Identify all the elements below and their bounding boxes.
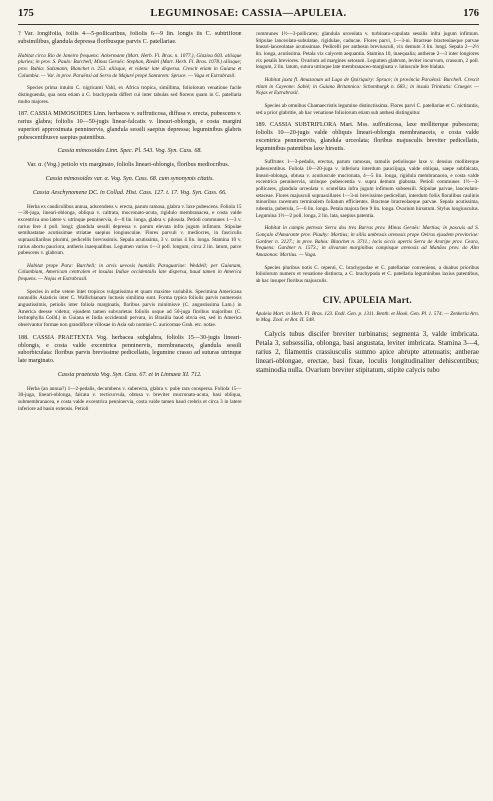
habitat-paragraph: Habitat juxta fl. Amazonum ad Lago de Quiriquiry: Spruce; in provincia Paraënsi: Burchell. Crescit etiam in Cayenne: Sabié; in Guiana Britannica: Schomburgk n. 683.; in insula Trinitatis: Crueger. — Nojas et Extrabrasil. [255,76,479,97]
synonym-line: Cassia Aeschynomene DC. in Collad. Hist. Cass. 127. t. 17. Vog. Syn. Cass. 66. [32,189,227,196]
remark-paragraph: Species ab omnibus Chamaecristis legumine distinctissima. Flores parvi C. patellariae et C. nictitantis, sed a prior glabritie, ab hac venatione foliolorum etiam sub anthesi distinguitur. [255,102,479,116]
left-column [18,31,242,801]
text-columns [18,31,479,801]
remark-paragraph: Species pluribus notis C. repenti, C. brachypodae et C. patellariae conveniens, a duabus prioribus foliolorum numero et venatione distincta, a C. brachypoda et C. patellaria leguminibus laxius patentibus, ab hac insuper floribus majusculis. [255,264,479,284]
description-continued: communes 1½—3-pollicares; glandula urceolata v. turbinato-cupulata sessilis infra jugum infimum. Stipulae lanceolato-subulatae, rigidulae, caducae. Flores parvi, 1—3-ni. Bracteae bracteolaeque parvae lineari-lanceolatae acutissimae. Pedicelli per anthesin breviusculi, vix demum 3 lin. longi. Sepala 2—2½ lin. longa, acutissima. Petala vix calycem aequantia. Stamina 10, inaequalia; antherae 2—3 inter longiores vix petalis breviores. Ovarium ad margines setosum. Legumen glabrum, leviter incurvum, crassum, 2 poll. longum, 2 lin. latum, sutura utrinque late membranaceo-marginata v. latiuscule fere bialata. [255,31,479,71]
species-187-paragraph: 187. CASSIA MIMOSOIDES Linn. herbacea v. suffruticosa, diffusa v. erecta, pubescens v. rarius glabra; foliolis 10—50-jugis linear-falcatis v. lineari-oblongis, e costa margini superiori approximata penninervis, glandula sessili saepius depressa; leguminibus glabris pubescentibusve saepius patentibus. [18,111,242,141]
remark-paragraph: Species prima intuitu C. nigricanti Vahl, ex Africa tropica, simillima, foliolorum venatione facile distinguenda, qua nota etiam a C. brachypoda differt cui inter tabulas sed florens quam in C. patellaria multo majores. [18,85,242,105]
description-paragraph: Herba (an annua?) 1—2-pedalis, decumbens v. suberecta, glabra v. pube rara conspersa. Foliola 15—30-juga, lineari-oblonga, falcata v. recticurvula, obtusa v. breviter mucronato-acuta, basi obliqua, submembranacea, e costa valde excentrica penninervia, costa valde tamen haud crebris et circa 3 in latere inferiore ad basin extensis. Petioli [18,385,242,412]
running-title: LEGUMINOSAE: CASSIA—APULEIA. [150,8,347,19]
synonym-line: Cassia mimosoides Linn. Spec. Pl. 543. Vog. Syn. Cass. 68. [57,148,202,155]
species-188-paragraph: 188. CASSIA PRAETEXTA Vog. herbacea subglabra, foliolis 15—30-jugis lineari-oblongis, e costa valde excentrica penninervis, membranaceis, glandula sessili suborbiculata: floribus parvis brevissime pedicellatis, legumine crasso ad suturas utrinque late marginato. [18,334,242,365]
genus-synonym-paragraph: Apuleia Mart. in Herb. Fl. Bras. 123. Endl. Gen. p. 1311. Benth. et Hook. Gen. Pl. 1. 574. — Zenkeria Arn. in Mag. Zool. et Bot. II. 548. [255,310,479,324]
right-column [256,31,480,801]
page-number-right: 176 [463,8,479,19]
description-paragraph: Herba ex caudiculibus annua, adscendens v. erecta, parum ramosa, glabra v. laxe pubescens. Foliola 15—30-juga, lineari-oblonga, obliqua v. caltrata, mucronato-acuta, rigidulo membranacea, e costa valde excentrica uno latere v. utrinque penninervia, 4—8 lin. longa, glabra v. pilosula. Petioli communes 1—3 v. rarius fere 4 poll. longi; glandula sessili depressa v. parum elevata infra jugum infimum. Stipulae semihastatae acutissimae striatae saepius longiusculae. Flores parvuli v. mediocres, in fasciculis supraaxillaribus plurimi, pedicellis brevissimis. Sepala acutissima, 3 v. rarius 4 lin. longa. Stamina 10 v. rarius abortu pauciora, antheris inaequalibus. Legumen varius 1—3 poll. longum, circa 2 lin. latum, parce pubescens v. glabrum. [18,203,242,257]
remark-paragraph: Species in orbe vetere inter tropicos vulgatissima et quam maxime variabilis. Specimina Americana nonnullis Asiaticis inter C. Wallichianam luctusis similima sunt. Forma typica foliolis parvis numerosis angustissimis, petiolis inter foliola marginatis, floribus parvis minimisve (C. angustissima Lam.) in America deesse videtur, ejusdem tamen subvarietas foliolis usque ad 50-juga floribus majoribus (C. lechtophylla Colld.) in Guiana et India occidentali pervara, in Brasilia haud obvia est, sed in America observantur formae non grandifloræ villosae in Asia sub nomine C. auricomae Grah. etc. notae. [18,288,242,329]
habitat-paragraph: Habitat circa Rio de Janeiro frequens: Ackermann (Mart. Herb. Fl. Bras. n. 1077.), Glaziou 603. aliisque pluries; in prov. S. Paulo: Burchell; Minas Geraës: Stephan, Riedel (Mart. Herb. Fl. Bras. 1078.) aliisque; prov. Bahia: Salzmann, Blanchet n. 253. aliisque, et videtur late dispersa. Crescit etiam in Guiana et Columbia. — Var. in prov. Paraënsi ad Serra de Majuré propè Santarem: Spruce. — Vaga et Extrabrasil. [18,52,242,79]
variety-paragraph: ? Var. longifolia, foliis 4—5-pollicaribus, foliolis 6—9 lin. longis iis C. subtrifloræ subsimilibus, glandula depressa floribusque parvis C. patellariae. [18,31,242,45]
page-number-left: 175 [18,8,34,19]
description-paragraph: Suffrutex 1—3-pedalis, erectus, parum ramosus, ramulis petiolisque laxe v. densius molliterque pubescentibus. Foliola 10—20-juga v. inferiora interdum pauciijuga, valde obliqua, saepe subfalcata, lineari-oblonga, obtusa v. acutiuscule mucronata, 4—5 lin. longa, rigidula membranacea, e costa valde excentrica penninervia, utrinque pubescentia v. supra demum glabrata. Petioli communes 1½—3-pollicares, glandula urceolata v. scutellata infra jugum infimum subsessili. Stipulae parvae, lanceolato-setaceae. Flores majusculi supraaxillares 1—3-ni brevissime pedicellati, interdum foliis floralibus caulinis minoribus racemum terminalem foliatum efficientes. Bracteae bracteolaeque parvae. Sepala acutissima, rubentia, puberula, 5—6 lin. longa. Petala majora fere 9 lin. longa. Ovarium hirsutum. Stylus longiusculus. Legumina 1½—2 poll. longa, 2 lin. lata, saepius patentia. [255,159,479,219]
habitat-paragraph: Habitat in campis petrosis Serra dos tres Barras prov. Minas Geraës: Martius; in pascuis ad S. Gonçalo d'Amarante prov. Piauhy: Martius; in siliis umbrosis arenosis prope Oeiras ejusdem provinciae: Gardner n. 2127.; in prov. Bahia: Blanchet n. 3711.; locis siccis apertis Serra de Araripe prov. Ceara, frequens: Gardner n. 1573.; in silvarum marginibus campisque arenosis ad Manãos prov. do Alto Amazonas: Martius. — Vaga. [255,225,479,258]
species-189-paragraph: 189. CASSIA SUBTRIFLORA Mart. Mss. suffruticosa, laxe molliterque pubescens; foliolis 10—20-jugis valde obliquis lineari-oblongis membranaceis, e costa valde excentrica penninerviis, glandula urceolata; floribus majusculis breviter pedicellatis, leguminibus patentibus laxe hirsutis. [255,122,479,152]
habitat-paragraph: Habitat prope Para: Burchell; in arvis uevosis humidis Paraguariae: Weddell; per Guianam, Columbiam, Americam centralem et insulas Indiae occidentalis late dispersa, haud tamen in America frequens. — Nojas et Extrabrasil. [18,262,242,283]
genus-description-paragraph: Calycis tubus discifer breviter turbinatus; segmenta 3, valde imbricata. Petala 3, subsessilia, oblonga, basi angustata, leviter imbricata. Stamina 3—4, rarius 2, filamentis crassiusculis summo apice abrupte attenuatis; antherae lineari-oblongae, erectae, basi fixae, loculis longitudinaliter dehiscentibus; staminodia nulla. Ovarium breviter stipitatum, stipite calycis tubo [255,329,479,375]
genus-heading: CIV. APULEIA Mart. [322,294,412,305]
running-header [18,6,479,25]
variety-alpha-paragraph: Var. α. (Vog.) petiolo vix marginato, foliolis lineari-oblongis, floribus mediocribus. [27,162,230,169]
synonym-line: Cassia praetexta Vog. Syn. Cass. 67. et in Linnaea XI. 712. [57,371,202,378]
synonym-line: Cassia mimosoides var. α. Vog. Syn. Cass. 68. cum synonymis citatis. [45,175,214,182]
